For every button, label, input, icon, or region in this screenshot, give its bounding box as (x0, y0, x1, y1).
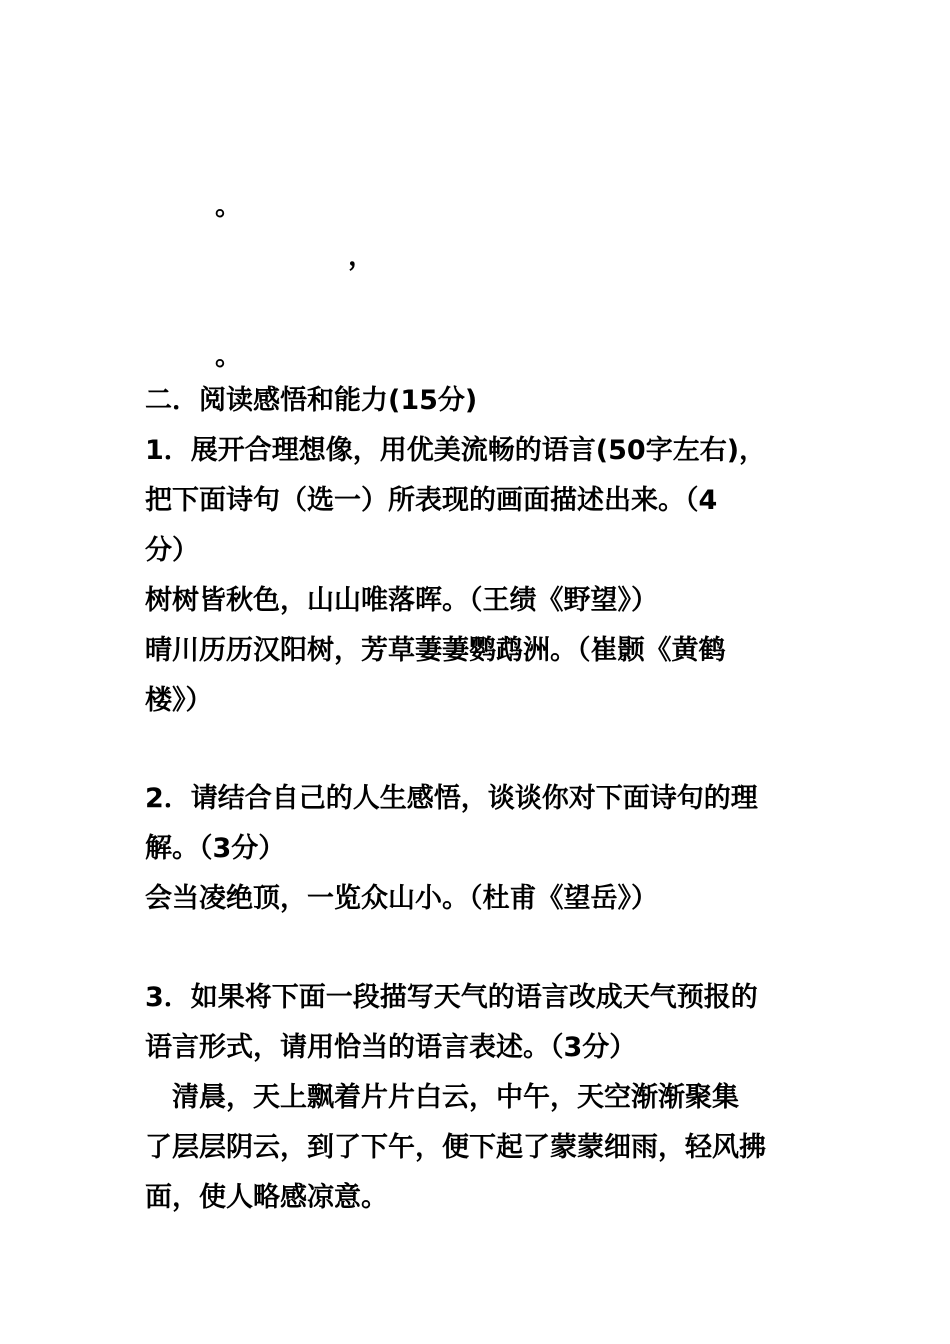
question-1-line-3: 分） (145, 535, 199, 566)
question-3-line-1: 3．如果将下面一段描写天气的语言改成天气预报的 (145, 982, 758, 1013)
question-1-line-1: 1．展开合理想像，用优美流畅的语言(50字左右)， (145, 435, 767, 466)
stray-period-mark: 。 (215, 191, 242, 222)
weather-passage-line-3: 面，使人略感凉意。 (145, 1182, 388, 1213)
section-heading: 二．阅读感悟和能力(15分) (145, 385, 478, 416)
question-3-line-2: 语言形式，请用恰当的语言表述。（3分） (145, 1032, 637, 1063)
poem-quote-3: 会当凌绝顶，一览众山小。（杜甫《望岳》） (145, 883, 658, 914)
question-2-line-2: 解。（3分） (145, 833, 286, 864)
poem-quote-2-line-2: 楼》） (145, 685, 213, 716)
question-1-line-2: 把下面诗句（选一）所表现的画面描述出来。（4 (145, 485, 718, 516)
weather-passage-line-2: 了层层阴云，到了下午，便下起了蒙蒙细雨，轻风拂 (145, 1132, 766, 1163)
stray-period-mark: 。 (215, 341, 242, 372)
poem-quote-1: 树树皆秋色，山山唯落晖。（王绩《野望》） (145, 585, 658, 616)
question-2-line-1: 2．请结合自己的人生感悟，谈谈你对下面诗句的理 (145, 783, 758, 814)
stray-comma-mark: ， (348, 241, 375, 272)
weather-passage-line-1: 清晨，天上飘着片片白云，中午，天空渐渐聚集 (145, 1082, 739, 1113)
poem-quote-2-line-1: 晴川历历汉阳树，芳草萋萋鹦鹉洲。（崔颢《黄鹤 (145, 635, 726, 666)
